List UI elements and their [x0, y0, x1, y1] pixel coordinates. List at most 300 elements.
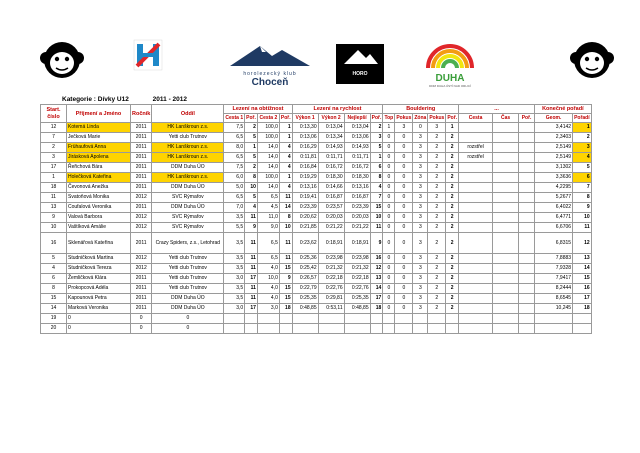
group-dots: ... [459, 105, 535, 114]
cell-p2: 15 [279, 284, 292, 294]
cell-v2: 0:18,91 [318, 233, 344, 254]
cell-p1: 5 [245, 153, 258, 163]
cell-pok2: 2 [428, 133, 446, 143]
cell-p1: 5 [245, 193, 258, 203]
cell-v1: 0:26,57 [292, 274, 318, 284]
cell-pok2: 2 [428, 304, 446, 314]
cell-name: Coufalová Veronika [67, 203, 131, 213]
cell-zon: 3 [413, 203, 428, 213]
cell-cas [493, 264, 519, 274]
horo-mountain-icon [336, 44, 384, 66]
table-row [41, 264, 592, 274]
cell-year: 2012 [131, 254, 152, 264]
cell-v2: 0:11,71 [318, 153, 344, 163]
cell-name: Jirásková Apolena [67, 153, 131, 163]
cell-pok: 0 [395, 213, 413, 223]
cell-c1: 6,5 [224, 133, 245, 143]
cell-v2: 0:22,18 [318, 274, 344, 284]
col-club: Oddíl [152, 105, 224, 123]
col-name: Příjmení a Jméno [67, 105, 131, 123]
cell-p1: 4 [245, 203, 258, 213]
cell-c2: 6,5 [257, 233, 279, 254]
cell-pok: 0 [395, 143, 413, 153]
cell-p4: 2 [446, 193, 459, 203]
cell-name: Prokopcová Adéla [67, 284, 131, 294]
col-p2: Poř. [280, 115, 291, 121]
cell-year: 2011 [131, 163, 152, 173]
cell-c2: 9,0 [257, 223, 279, 233]
cell-pok2 [428, 324, 446, 334]
cell-c2: 3,0 [257, 304, 279, 314]
cell-v1: 0:19,29 [292, 173, 318, 183]
cell-name: Kapounová Petra [67, 294, 131, 304]
cell-rank: 18 [573, 304, 592, 314]
cell-geom: 7,9417 [535, 274, 573, 284]
cell-geom [535, 324, 573, 334]
cell-c1: 3,5 [224, 213, 245, 223]
cell-pok2: 2 [428, 284, 446, 294]
cell-cesta: rozstřel [459, 153, 493, 163]
cell-best: 0:21,22 [344, 223, 370, 233]
choc-club-text: horolezecký klub [243, 71, 297, 77]
cell-year: 2011 [131, 304, 152, 314]
cell-pok: 0 [395, 294, 413, 304]
cell-rank: 3 [573, 143, 592, 153]
cell-c2 [257, 324, 279, 334]
cell-top: 0 [383, 133, 395, 143]
cell-p4: 2 [446, 173, 459, 183]
cell-year: 2012 [131, 213, 152, 223]
cell-c1: 3,5 [224, 284, 245, 294]
cell-top: 1 [383, 123, 395, 133]
col-year: Ročník [131, 105, 152, 123]
cell-c2: 100,0 [257, 173, 279, 183]
cell-p4: 1 [446, 123, 459, 133]
table-row [41, 324, 592, 334]
cell-year: 2011 [131, 203, 152, 213]
cell-c2 [257, 314, 279, 324]
cell-p4: 2 [446, 274, 459, 284]
cell-cesta [459, 173, 493, 183]
cell-p3: 4 [370, 183, 383, 193]
hk-chocen-logo [220, 44, 320, 86]
cell-p3: 2 [370, 123, 383, 133]
cell-zon: 3 [413, 183, 428, 193]
cell-v1: 0:21,85 [292, 223, 318, 233]
cell-c2: 4,5 [257, 203, 279, 213]
cell-p3: 3 [370, 133, 383, 143]
cell-p2: 14 [279, 203, 292, 213]
cell-v2: 0:18,30 [318, 173, 344, 183]
cell-cas [493, 123, 519, 133]
cell-p4: 2 [446, 264, 459, 274]
cell-pok2: 2 [428, 233, 446, 254]
cell-p5 [519, 254, 535, 264]
cell-year: 2011 [131, 153, 152, 163]
cell-no: 6 [41, 274, 67, 284]
cell-c2: 4,0 [257, 294, 279, 304]
cell-p3: 9 [370, 233, 383, 254]
col-top: Top [384, 115, 394, 121]
cell-pok2: 2 [428, 153, 446, 163]
cell-cesta [459, 213, 493, 223]
cell-club: 0 [152, 324, 224, 334]
cell-c2: 14,0 [257, 153, 279, 163]
cell-p2 [279, 314, 292, 324]
cell-name: Sklenářová Kateřina [67, 233, 131, 254]
cell-p5 [519, 324, 535, 334]
cell-best: 0:22,76 [344, 284, 370, 294]
cell-pok: 0 [395, 304, 413, 314]
cell-p4: 2 [446, 143, 459, 153]
cell-cas [493, 294, 519, 304]
cell-top: 0 [383, 233, 395, 254]
cell-club: SVC Rýmařov [152, 223, 224, 233]
cell-c1 [224, 324, 245, 334]
cell-v2: 0:20,03 [318, 213, 344, 223]
table-row [41, 133, 592, 143]
cell-geom: 7,9328 [535, 264, 573, 274]
cell-year: 2012 [131, 193, 152, 203]
cell-p4: 2 [446, 254, 459, 264]
cell-v1: 0:23,39 [292, 203, 318, 213]
cell-best: 0:11,71 [344, 153, 370, 163]
cell-c1: 3,0 [224, 304, 245, 314]
monkey-logo-icon [40, 38, 84, 82]
cell-pok2: 3 [428, 123, 446, 133]
cell-club: DDM Duha ÚO [152, 183, 224, 193]
cell-cesta [459, 324, 493, 334]
cell-year: 2011 [131, 173, 152, 183]
cell-p4: 2 [446, 223, 459, 233]
group-boulder: Bouldering [383, 105, 459, 114]
cell-zon: 3 [413, 284, 428, 294]
cell-v2: 0:16,87 [318, 193, 344, 203]
group-final: Konečné pořadí [535, 105, 592, 114]
cell-cas [493, 193, 519, 203]
cell-name: Ječková Marie [67, 133, 131, 143]
cell-p2: 8 [279, 213, 292, 223]
cell-top: 0 [383, 213, 395, 223]
cell-club: 0 [152, 314, 224, 324]
cell-best: 0:14,93 [344, 143, 370, 153]
cell-p2: 11 [279, 254, 292, 264]
cell-p5 [519, 193, 535, 203]
cell-rank: 10 [573, 213, 592, 223]
cell-rank: 9 [573, 203, 592, 213]
cell-cas [493, 183, 519, 193]
results-body [41, 123, 592, 334]
cell-p1: 11 [245, 264, 258, 274]
cell-club: Yetti club Trutnov [152, 133, 224, 143]
cell-pok2: 2 [428, 173, 446, 183]
cell-year: 2011 [131, 294, 152, 304]
cell-rank: 13 [573, 254, 592, 264]
cell-cesta [459, 274, 493, 284]
cell-no: 10 [41, 223, 67, 233]
cell-p4: 2 [446, 183, 459, 193]
cell-best: 0:13,16 [344, 183, 370, 193]
cell-c1: 3,5 [224, 254, 245, 264]
col-geom: Geom. [535, 114, 573, 123]
cell-p5 [519, 223, 535, 233]
cell-top: 0 [383, 143, 395, 153]
cell-p5 [519, 264, 535, 274]
cell-rank: 2 [573, 133, 592, 143]
cell-best: 0:18,30 [344, 173, 370, 183]
cell-p1: 17 [245, 304, 258, 314]
cell-p1: 11 [245, 213, 258, 223]
cell-name: Řeřichová Bára [67, 163, 131, 173]
cell-best: 0:20,03 [344, 213, 370, 223]
cell-cas [493, 223, 519, 233]
cell-rank: 4 [573, 153, 592, 163]
cell-p1: 11 [245, 233, 258, 254]
cell-zon: 3 [413, 153, 428, 163]
cell-name: Studničková Martina [67, 254, 131, 264]
cell-best: 0:13,04 [344, 123, 370, 133]
cell-name: 0 [67, 324, 131, 334]
cell-top: 0 [383, 193, 395, 203]
cell-p5 [519, 163, 535, 173]
cell-top: 0 [383, 304, 395, 314]
cell-geom: 2,5149 [535, 143, 573, 153]
cell-year: 2012 [131, 264, 152, 274]
rainbow-icon [418, 40, 482, 68]
cell-year: 2011 [131, 233, 152, 254]
group-speed: Lezení na rychlost [292, 105, 383, 114]
table-row [41, 294, 592, 304]
cell-top [383, 314, 395, 324]
cell-club: Yetti club Trutnov [152, 284, 224, 294]
cell-top: 0 [383, 203, 395, 213]
cell-pok2: 2 [428, 183, 446, 193]
cell-no: 7 [41, 133, 67, 143]
cell-zon: 3 [413, 193, 428, 203]
cell-zon: 3 [413, 294, 428, 304]
cell-pok2: 2 [428, 274, 446, 284]
cell-top: 0 [383, 173, 395, 183]
cell-c2: 4,0 [257, 264, 279, 274]
cell-p3: 16 [370, 254, 383, 264]
cell-name: Holečková Kateřina [67, 173, 131, 183]
cell-p5 [519, 173, 535, 183]
cell-cas [493, 233, 519, 254]
cell-p3: 11 [370, 223, 383, 233]
table-row [41, 153, 592, 163]
cell-p4: 2 [446, 294, 459, 304]
cell-pok2 [428, 314, 446, 324]
cell-zon: 0 [413, 123, 428, 133]
cell-v1: 0:25,42 [292, 264, 318, 274]
cell-pok2: 2 [428, 223, 446, 233]
cell-top: 0 [383, 284, 395, 294]
cell-name: Kotemá Linda [67, 123, 131, 133]
cell-p2: 15 [279, 294, 292, 304]
cell-p3 [370, 314, 383, 324]
cell-v2: 0:23,57 [318, 203, 344, 213]
cell-top: 0 [383, 264, 395, 274]
cell-geom: 7,8883 [535, 254, 573, 264]
cell-club: SVC Rýmařov [152, 193, 224, 203]
cell-pok: 0 [395, 274, 413, 284]
cell-v1: 0:20,62 [292, 213, 318, 223]
cell-p3: 12 [370, 264, 383, 274]
cell-p2: 1 [279, 173, 292, 183]
cell-geom: 8,6545 [535, 294, 573, 304]
cell-best [344, 324, 370, 334]
cell-club: DDM Duha ÚO [152, 163, 224, 173]
cell-club: Crazy Spiders, z.s., Letohrad [152, 233, 224, 254]
cell-zon: 3 [413, 213, 428, 223]
cell-p2: 1 [279, 133, 292, 143]
cell-p3: 6 [370, 163, 383, 173]
cell-club: SVC Rýmařov [152, 213, 224, 223]
table-row [41, 123, 592, 133]
cell-pok: 0 [395, 233, 413, 254]
cell-year: 2011 [131, 123, 152, 133]
cell-p5 [519, 213, 535, 223]
cell-p1: 5 [245, 133, 258, 143]
cell-name: Čevonová Anežka [67, 183, 131, 193]
cell-v2: 0:13,34 [318, 133, 344, 143]
cell-v2: 0:13,04 [318, 123, 344, 133]
cell-pok: 0 [395, 183, 413, 193]
cell-cas [493, 254, 519, 264]
cell-pok: 0 [395, 173, 413, 183]
cell-cas [493, 324, 519, 334]
cell-cas [493, 314, 519, 324]
cell-c2: 100,0 [257, 123, 279, 133]
table-row [41, 233, 592, 254]
table-row [41, 203, 592, 213]
cell-pok2: 2 [428, 254, 446, 264]
cell-p1 [245, 324, 258, 334]
cell-cas [493, 304, 519, 314]
cell-cesta [459, 314, 493, 324]
cell-top: 0 [383, 153, 395, 163]
cell-p5 [519, 233, 535, 254]
cell-c2: 11,0 [257, 213, 279, 223]
cell-cesta [459, 133, 493, 143]
cell-cas [493, 213, 519, 223]
col-p1: Poř. [246, 115, 256, 121]
cell-zon: 3 [413, 304, 428, 314]
cell-c1: 6,5 [224, 193, 245, 203]
cell-pok: 0 [395, 284, 413, 294]
cell-year: 0 [131, 314, 152, 324]
cell-geom: 3,3636 [535, 173, 573, 183]
cell-cas [493, 163, 519, 173]
mountains-icon [220, 44, 320, 66]
cell-p5 [519, 284, 535, 294]
cell-cesta [459, 123, 493, 133]
cell-pok [395, 314, 413, 324]
cell-p2: 10 [279, 223, 292, 233]
cell-pok: 0 [395, 133, 413, 143]
cell-top: 0 [383, 183, 395, 193]
cell-c2: 10,0 [257, 274, 279, 284]
choc-city-text: Choceň [251, 77, 289, 88]
col-start-no: Start. číslo [41, 105, 67, 123]
table-row [41, 213, 592, 223]
cell-zon: 3 [413, 223, 428, 233]
cell-zon: 3 [413, 274, 428, 284]
cell-c1: 5,5 [224, 223, 245, 233]
cell-zon: 3 [413, 133, 428, 143]
cell-p4: 2 [446, 233, 459, 254]
cell-name: Frühaufová Anna [67, 143, 131, 153]
results-table [40, 104, 592, 334]
cell-no: 17 [41, 163, 67, 173]
cell-cas [493, 203, 519, 213]
cell-p2: 15 [279, 264, 292, 274]
cell-geom: 10,245 [535, 304, 573, 314]
cell-pok: 0 [395, 203, 413, 213]
cell-v2: 0:22,76 [318, 284, 344, 294]
cell-no: 1 [41, 173, 67, 183]
cell-pok: 0 [395, 163, 413, 173]
cell-c1: 7,5 [224, 163, 245, 173]
cell-cesta [459, 183, 493, 193]
hk-lanskroun-logo-icon [128, 30, 168, 82]
cell-v1: 0:16,29 [292, 143, 318, 153]
cell-p4: 2 [446, 213, 459, 223]
cell-no: 14 [41, 304, 67, 314]
cell-club: HK Lanškroun z.s. [152, 123, 224, 133]
cell-p3: 5 [370, 143, 383, 153]
cell-no: 19 [41, 314, 67, 324]
cell-p5 [519, 304, 535, 314]
cell-p5 [519, 153, 535, 163]
cell-top: 0 [383, 274, 395, 284]
cell-name: Žemličková Klára [67, 274, 131, 284]
cell-cas [493, 274, 519, 284]
cell-geom: 5,2677 [535, 193, 573, 203]
cell-v2 [318, 314, 344, 324]
cell-p1: 9 [245, 223, 258, 233]
cell-club: DDM Duha ÚO [152, 294, 224, 304]
sponsor-logos [0, 0, 640, 90]
cell-geom: 6,4022 [535, 203, 573, 213]
col-poradi: Pořadí [574, 115, 590, 121]
cell-v1: 0:13,16 [292, 183, 318, 193]
cell-no: 4 [41, 264, 67, 274]
cell-c2: 6,5 [257, 254, 279, 264]
cell-c2: 4,0 [257, 284, 279, 294]
cell-club: DDM Duha ÚO [152, 203, 224, 213]
cell-zon: 3 [413, 163, 428, 173]
col-v1: Výkon 1 [292, 114, 318, 123]
cell-p1: 11 [245, 254, 258, 264]
cell-pok2: 2 [428, 193, 446, 203]
cell-p2: 4 [279, 153, 292, 163]
cell-geom [535, 314, 573, 324]
cell-p3: 7 [370, 193, 383, 203]
cell-best: 0:18,91 [344, 233, 370, 254]
cell-best: 0:16,72 [344, 163, 370, 173]
cell-c1: 6,5 [224, 153, 245, 163]
cell-geom: 2,5149 [535, 153, 573, 163]
cell-p1: 17 [245, 274, 258, 284]
col-pokus: Pokus [396, 115, 412, 121]
cell-p3: 15 [370, 203, 383, 213]
cell-pok2: 2 [428, 294, 446, 304]
cell-rank: 16 [573, 284, 592, 294]
cell-cas [493, 143, 519, 153]
cell-p4: 2 [446, 133, 459, 143]
cell-p1: 10 [245, 183, 258, 193]
